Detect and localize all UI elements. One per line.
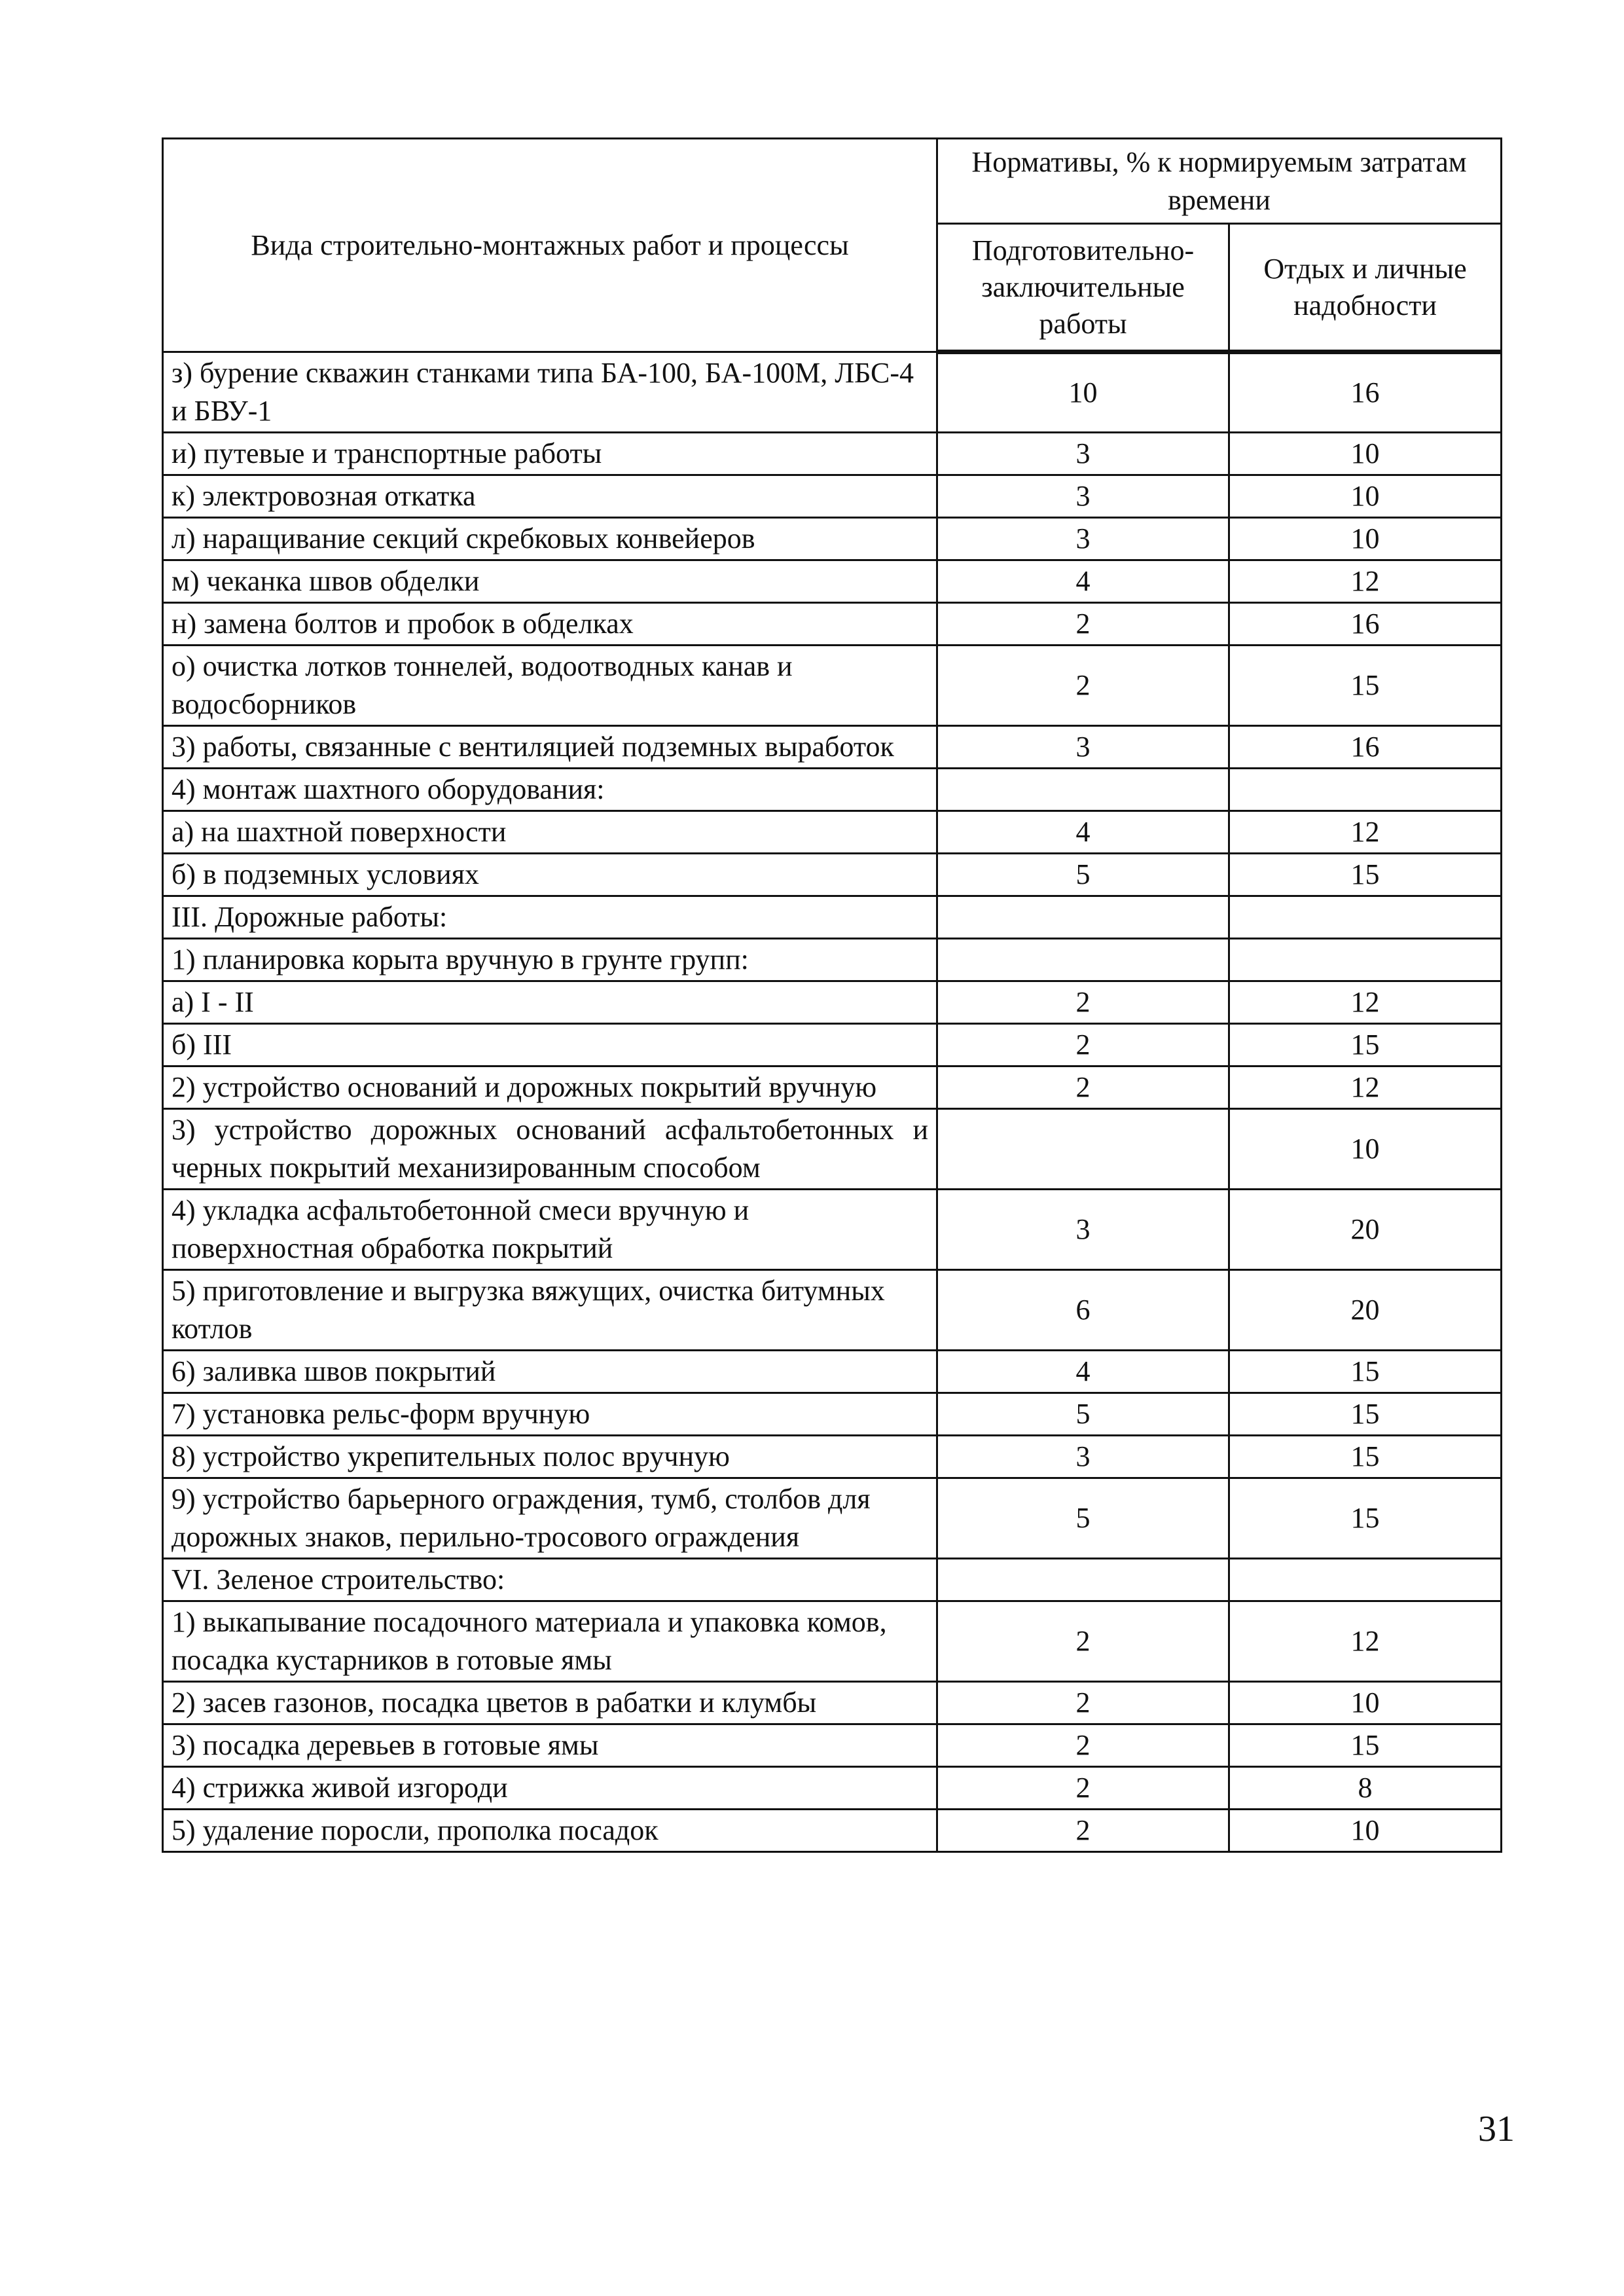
row-label: 8) устройство укрепительных полос вручную <box>163 1436 937 1478</box>
row-label: 1) выкапывание посадочного материала и упаковка комов, посадка кустарников в готовые ямы <box>163 1601 937 1682</box>
row-label: III. Дорожные работы: <box>163 896 937 939</box>
prep-value: 3 <box>937 518 1229 560</box>
table-row <box>163 1066 1502 1109</box>
prep-value <box>937 1109 1229 1190</box>
header-norms-group: Нормативы, % к нормируемым затратам времени <box>937 139 1502 224</box>
rest-value: 12 <box>1229 1066 1502 1109</box>
prep-value: 2 <box>937 1066 1229 1109</box>
prep-value: 4 <box>937 1351 1229 1393</box>
rest-value: 16 <box>1229 726 1502 769</box>
row-label: 3) работы, связанные с вентиляцией подземных выработок <box>163 726 937 769</box>
table-body <box>163 352 1502 1852</box>
table-row <box>163 854 1502 896</box>
row-label: о) очистка лотков тоннелей, водоотводных канав и водосборников <box>163 646 937 726</box>
table-row <box>163 1109 1502 1190</box>
rest-value: 15 <box>1229 1478 1502 1559</box>
prep-value: 2 <box>937 981 1229 1024</box>
rest-value: 10 <box>1229 518 1502 560</box>
header-prep-work: Подготовительно-заключительные работы <box>937 224 1229 352</box>
table-row <box>163 981 1502 1024</box>
row-label: VI. Зеленое строительство: <box>163 1559 937 1601</box>
table-row <box>163 352 1502 433</box>
prep-value <box>937 769 1229 811</box>
page-number: 31 <box>1478 2109 1515 2149</box>
row-label: 7) установка рельс-форм вручную <box>163 1393 937 1436</box>
table-row <box>163 1024 1502 1066</box>
prep-value: 5 <box>937 1393 1229 1436</box>
rest-value: 15 <box>1229 1024 1502 1066</box>
table-row <box>163 726 1502 769</box>
table-row <box>163 1270 1502 1351</box>
rest-value: 15 <box>1229 1351 1502 1393</box>
table-row <box>163 1601 1502 1682</box>
prep-value: 3 <box>937 433 1229 475</box>
rest-value: 16 <box>1229 352 1502 433</box>
prep-value: 2 <box>937 603 1229 646</box>
prep-value: 2 <box>937 1724 1229 1767</box>
table-row <box>163 646 1502 726</box>
rest-value: 15 <box>1229 1393 1502 1436</box>
row-label: 5) приготовление и выгрузка вяжущих, очистка битумных котлов <box>163 1270 937 1351</box>
table-row <box>163 475 1502 518</box>
rest-value: 10 <box>1229 1682 1502 1724</box>
table-row <box>163 1682 1502 1724</box>
row-label: к) электровозная откатка <box>163 475 937 518</box>
table-row <box>163 939 1502 981</box>
table-row <box>163 518 1502 560</box>
row-label: 2) устройство оснований и дорожных покрытий вручную <box>163 1066 937 1109</box>
prep-value: 3 <box>937 1436 1229 1478</box>
row-label: з) бурение скважин станками типа БА-100, БА-100М, ЛБС-4 и БВУ-1 <box>163 352 937 433</box>
prep-value: 4 <box>937 811 1229 854</box>
row-label: 3) устройство дорожных оснований асфальтобетонных и черных покрытий механизированным способом <box>163 1109 937 1190</box>
norms-table <box>162 137 1502 1853</box>
prep-value <box>937 896 1229 939</box>
row-label: а) I - II <box>163 981 937 1024</box>
rest-value: 12 <box>1229 981 1502 1024</box>
row-label: 4) монтаж шахтного оборудования: <box>163 769 937 811</box>
row-label: 2) засев газонов, посадка цветов в рабатки и клумбы <box>163 1682 937 1724</box>
row-label: 1) планировка корыта вручную в грунте групп: <box>163 939 937 981</box>
prep-value <box>937 939 1229 981</box>
row-label: а) на шахтной поверхности <box>163 811 937 854</box>
prep-value: 2 <box>937 646 1229 726</box>
prep-value: 2 <box>937 1601 1229 1682</box>
rest-value: 8 <box>1229 1767 1502 1810</box>
rest-value <box>1229 769 1502 811</box>
prep-value: 2 <box>937 1024 1229 1066</box>
row-label: 5) удаление поросли, прополка посадок <box>163 1810 937 1852</box>
rest-value: 10 <box>1229 1109 1502 1190</box>
rest-value <box>1229 1559 1502 1601</box>
table-row <box>163 1724 1502 1767</box>
prep-value: 2 <box>937 1682 1229 1724</box>
header-work-types: Вида строительно-монтажных работ и процессы <box>163 139 937 352</box>
prep-value: 2 <box>937 1767 1229 1810</box>
rest-value: 12 <box>1229 811 1502 854</box>
table-row <box>163 560 1502 603</box>
table-row <box>163 1810 1502 1852</box>
table-row <box>163 1436 1502 1478</box>
table-row <box>163 1351 1502 1393</box>
rest-value: 12 <box>1229 560 1502 603</box>
rest-value: 12 <box>1229 1601 1502 1682</box>
row-label: н) замена болтов и пробок в обделках <box>163 603 937 646</box>
rest-value: 15 <box>1229 854 1502 896</box>
prep-value: 10 <box>937 352 1229 433</box>
header-rest-needs: Отдых и личные надобности <box>1229 224 1502 352</box>
rest-value: 20 <box>1229 1190 1502 1270</box>
row-label: 4) стрижка живой изгороди <box>163 1767 937 1810</box>
table-row <box>163 1393 1502 1436</box>
table-row <box>163 896 1502 939</box>
table-row <box>163 769 1502 811</box>
rest-value: 20 <box>1229 1270 1502 1351</box>
row-label: и) путевые и транспортные работы <box>163 433 937 475</box>
rest-value <box>1229 896 1502 939</box>
prep-value: 2 <box>937 1810 1229 1852</box>
prep-value: 4 <box>937 560 1229 603</box>
rest-value: 16 <box>1229 603 1502 646</box>
rest-value: 15 <box>1229 646 1502 726</box>
prep-value: 3 <box>937 475 1229 518</box>
rest-value: 15 <box>1229 1724 1502 1767</box>
rest-value: 10 <box>1229 1810 1502 1852</box>
table-row <box>163 433 1502 475</box>
table-row <box>163 1478 1502 1559</box>
table-row <box>163 1559 1502 1601</box>
table-row <box>163 1767 1502 1810</box>
row-label: 3) посадка деревьев в готовые ямы <box>163 1724 937 1767</box>
prep-value: 5 <box>937 854 1229 896</box>
rest-value: 10 <box>1229 433 1502 475</box>
prep-value: 3 <box>937 726 1229 769</box>
prep-value: 3 <box>937 1190 1229 1270</box>
rest-value: 15 <box>1229 1436 1502 1478</box>
row-label: м) чеканка швов обделки <box>163 560 937 603</box>
table-row <box>163 603 1502 646</box>
table-row <box>163 1190 1502 1270</box>
row-label: 9) устройство барьерного ограждения, тумб, столбов для дорожных знаков, перильно-тросового ограждения <box>163 1478 937 1559</box>
row-label: б) в подземных условиях <box>163 854 937 896</box>
prep-value: 6 <box>937 1270 1229 1351</box>
row-label: б) III <box>163 1024 937 1066</box>
row-label: л) наращивание секций скребковых конвейеров <box>163 518 937 560</box>
prep-value <box>937 1559 1229 1601</box>
rest-value: 10 <box>1229 475 1502 518</box>
row-label: 6) заливка швов покрытий <box>163 1351 937 1393</box>
rest-value <box>1229 939 1502 981</box>
row-label: 4) укладка асфальтобетонной смеси вручную и поверхностная обработка покрытий <box>163 1190 937 1270</box>
table-row <box>163 811 1502 854</box>
prep-value: 5 <box>937 1478 1229 1559</box>
